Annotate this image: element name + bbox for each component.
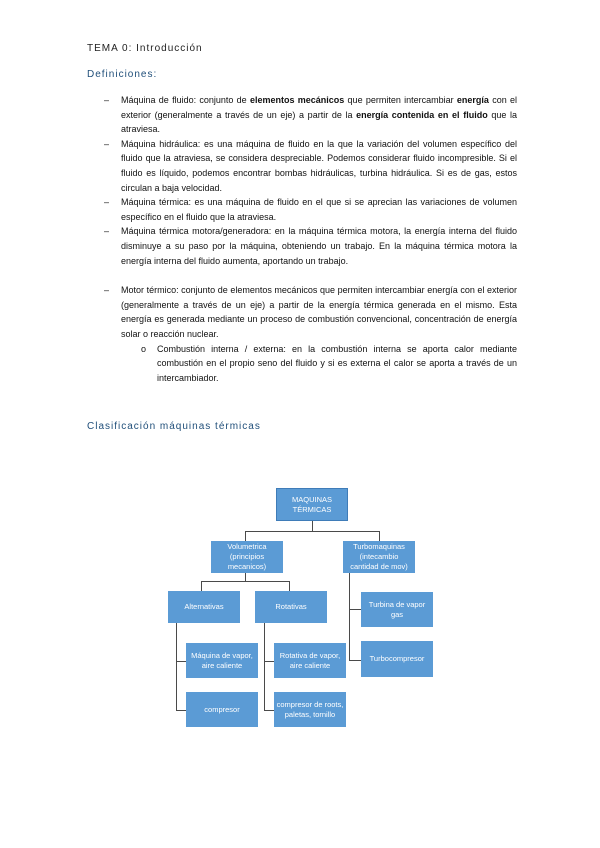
connector-line	[176, 710, 186, 711]
connector-line	[245, 531, 246, 541]
rotativas-child-1-node: Rotativa de vapor, aire caliente	[274, 643, 346, 678]
connector-line	[245, 531, 379, 532]
connector-line	[176, 622, 177, 710]
dash-bullet: –	[104, 95, 110, 105]
page-topic: TEMA 0: Introducción	[87, 43, 203, 54]
connector-line	[349, 573, 350, 661]
dash-bullet: –	[104, 138, 110, 149]
connector-line	[201, 581, 289, 582]
connector-line	[176, 661, 186, 662]
volumetrica-node: Volumetrica (principios mecanicos)	[211, 541, 283, 573]
classification-heading: Clasificación máquinas térmicas	[87, 421, 261, 432]
connector-line	[201, 581, 202, 591]
alternativas-child-1-node: Máquina de vapor, aire caliente	[186, 643, 258, 678]
rotativas-child-2-node: compresor de roots, paletas, tornillo	[274, 692, 346, 727]
connector-line	[289, 581, 290, 591]
connector-line	[264, 710, 274, 711]
connector-line	[379, 531, 380, 541]
connector-line	[312, 521, 313, 531]
definition-text: que permiten intercambiar	[344, 95, 457, 105]
connector-line	[349, 609, 361, 610]
definition-text: Motor térmico: conjunto de elementos mecánicos que permiten intercambiar energía con el exterior (generalmente a través de un eje) a partir de la energía térmica generada en el mismo. Esta energía es generada mediante un proceso de combustión convencional, concentración de energía solar o reacción nuclear.	[121, 285, 517, 339]
connector-line	[245, 573, 246, 581]
bold-text: energía contenida en el fluido	[356, 109, 488, 120]
definition-text: con el exterior (generalmente a través de un eje) a partir de la	[121, 95, 517, 120]
definitions-heading: Definiciones:	[87, 69, 158, 80]
alternativas-child-2-node: compresor	[186, 692, 258, 727]
definition-text: Máquina térmica motora/generadora: en la máquina térmica motora, la energía interna del fluido disminuye a su paso por la máquina, obteniendo un trabajo. En la máquina térmica motora la energía interna del fluido aumenta, aportando un trabajo.	[121, 226, 517, 266]
circle-bullet: o	[141, 343, 147, 354]
turbo-child-1-node: Turbina de vapor gas	[361, 592, 433, 627]
root-node: MAQUINAS TÉRMICAS	[276, 488, 348, 521]
dash-bullet: –	[104, 285, 110, 296]
dash-bullet: –	[104, 197, 110, 208]
definition-text: Máquina hidráulica: es una máquina de fluido en la que la variación del volumen específico del fluido que la atraviesa, se considera despreciable. Podemos considerar fluido incompresible. Si el fluido es líquido, podemos encontrar bombas hidráulicas, turbina hidráulica. Si es de gas, estos circulan a baja velocidad.	[121, 138, 517, 193]
definition-text: Máquina de fluido: conjunto de	[121, 95, 250, 105]
bold-text: energía	[456, 95, 489, 105]
definition-text: Máquina térmica: es una máquina de fluido en el que si se aprecian las variaciones de volumen específico en el fluido que la atraviesa.	[121, 197, 517, 222]
dash-bullet: –	[104, 226, 110, 237]
definition-text: que la atraviesa.	[121, 109, 517, 135]
sub-definition-text: Combustión interna / externa: en la combustión interna se aporta calor mediante combustión en el propio seno del fluido y si es externa el calor se aporta a través de un intercambiador.	[157, 343, 517, 383]
turbo-child-2-node: Turbocompresor	[361, 641, 433, 677]
connector-line	[264, 661, 274, 662]
turbomaquinas-node: Turbomaquinas (intecambio cantidad de mov)	[343, 541, 415, 573]
connector-line	[264, 622, 265, 710]
bold-text: elementos mecánicos	[249, 95, 345, 105]
rotativas-node: Rotativas	[255, 591, 327, 623]
alternativas-node: Alternativas	[168, 591, 240, 623]
connector-line	[349, 660, 361, 661]
